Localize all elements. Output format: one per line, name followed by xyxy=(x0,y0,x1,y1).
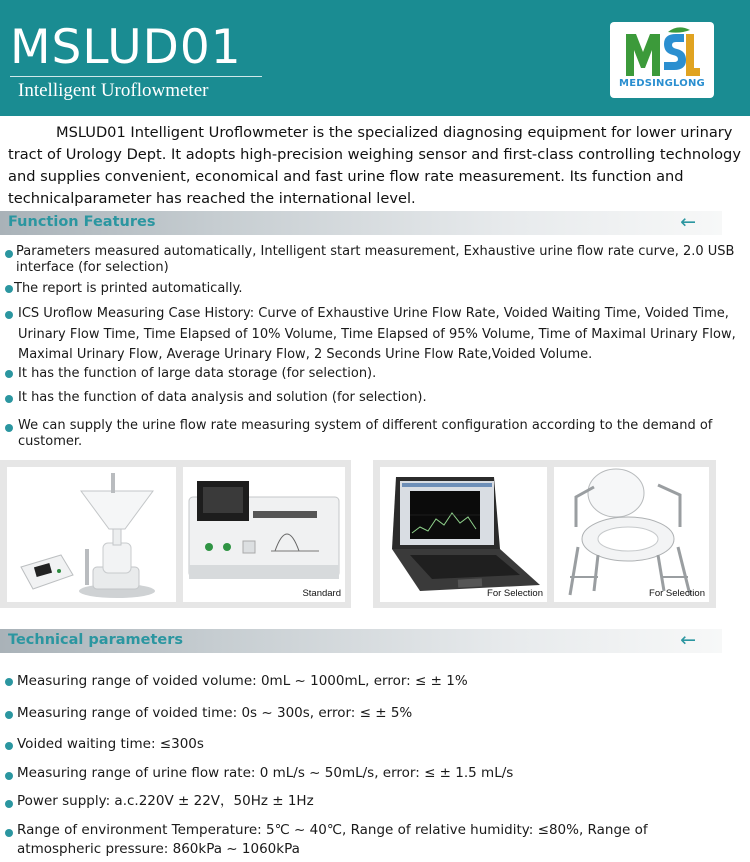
bullet-icon xyxy=(5,395,13,403)
photo-caption: For Selection xyxy=(487,588,543,599)
commode-chair-image xyxy=(554,467,709,602)
intro-text: MSLUD01 Intelligent Uroflowmeter is the specialized diagnosing equipment for lower urinary tract of Urology Dept. It adopts high-precision weighing sensor and first-class controlling technology and supplies convenient, economical and fast urine flow rate measurement. Its function and technicalparameter has reached the international level. xyxy=(8,124,741,207)
bullet-icon xyxy=(5,424,13,432)
photo-panel-selection xyxy=(373,460,716,608)
bullet-icon xyxy=(5,742,13,750)
bullet-icon xyxy=(5,829,13,837)
technical-parameters-header xyxy=(0,629,722,653)
header-banner xyxy=(0,0,750,116)
laptop-image xyxy=(380,467,547,602)
page-title: MSLUD01 xyxy=(10,20,242,75)
bullet-icon xyxy=(5,285,13,293)
photo-caption: For Selection xyxy=(649,588,705,599)
bullet-icon xyxy=(5,800,13,808)
bullet-icon xyxy=(5,311,13,319)
bullet-icon xyxy=(5,711,13,719)
bullet-icon xyxy=(5,678,13,686)
function-features-header xyxy=(0,211,722,235)
bullet-icon xyxy=(5,250,13,258)
uroflowmeter-funnel-image xyxy=(7,467,176,602)
photo-caption: Standard xyxy=(302,588,341,599)
brand-logo xyxy=(610,22,714,98)
left-arrow-icon: ← xyxy=(680,629,696,651)
function-features-heading: Function Features xyxy=(8,214,156,230)
bullet-icon xyxy=(5,370,13,378)
page-subtitle: Intelligent Uroflowmeter xyxy=(18,80,209,101)
intro-paragraph xyxy=(8,122,744,210)
technical-parameters-heading: Technical parameters xyxy=(8,632,183,648)
bullet-icon xyxy=(5,772,13,780)
photo-panel-standard xyxy=(0,460,351,608)
title-divider xyxy=(10,76,262,77)
uroflowmeter-printer-image xyxy=(183,467,345,602)
brand-logo-icon xyxy=(624,26,700,80)
left-arrow-icon: ← xyxy=(680,211,696,233)
brand-logo-text: MEDSINGLONG xyxy=(619,78,705,89)
